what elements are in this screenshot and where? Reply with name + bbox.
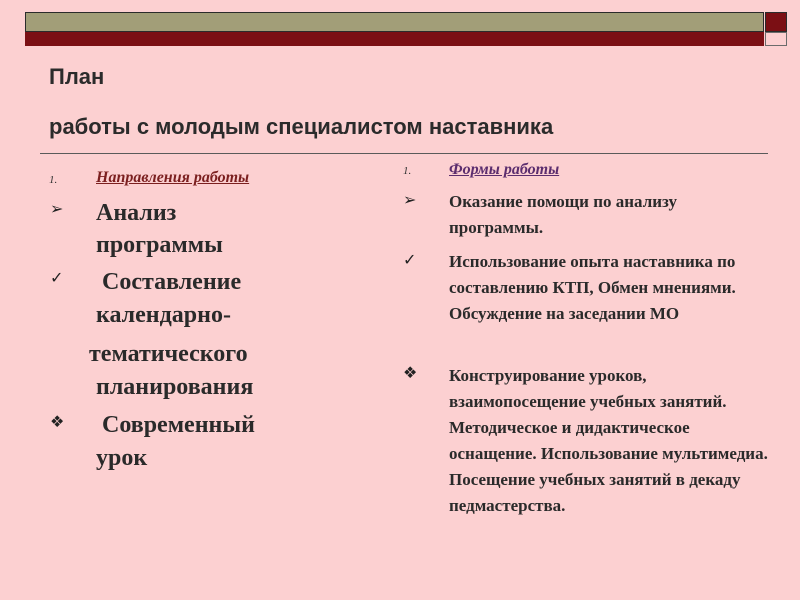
- left-item-lesson-line2: урок: [96, 445, 148, 471]
- title-divider: [40, 153, 768, 154]
- slide-title-line1: План: [49, 64, 105, 89]
- left-item-planning-line1: Составление: [96, 269, 242, 295]
- corner-block-red: [765, 12, 787, 32]
- right-item-analysis-help: Оказание помощи по анализу программы.: [449, 192, 677, 237]
- left-item-analysis-line1: Анализ: [96, 200, 177, 226]
- header-bar-olive: [25, 12, 764, 32]
- slide-title-line2: работы с молодым специалистом наставника: [49, 114, 554, 139]
- left-heading-number: 1.: [49, 174, 58, 186]
- right-heading-number: 1.: [403, 165, 412, 177]
- diamond-bullet-icon: ❖: [403, 363, 418, 382]
- header-bar-red: [25, 32, 764, 46]
- left-item-planning-line3: тематического: [89, 341, 248, 367]
- right-heading: Формы работы: [449, 161, 560, 178]
- corner-block-outline: [765, 32, 787, 46]
- diamond-bullet-icon: ❖: [50, 412, 65, 431]
- left-item-planning-line2: календарно-: [96, 302, 231, 328]
- arrow-bullet-icon: ➢: [403, 190, 417, 209]
- arrow-bullet-icon: ➢: [50, 199, 64, 218]
- left-item-planning-line4: планирования: [96, 374, 254, 400]
- check-bullet-icon: ✓: [403, 250, 417, 269]
- right-item-experience: Использование опыта наставника по составлению КТП, Обмен мнениями. Обсуждение на заседании МО: [449, 252, 736, 323]
- check-bullet-icon: ✓: [50, 268, 64, 287]
- right-item-lessons: Конструирование уроков, взаимопосещение учебных занятий. Методическое и дидактическое оснащение. Использование мультимедиа. Посещение учебных занятий в декаду педмастерства.: [449, 366, 768, 515]
- left-item-lesson-line1: Современный: [96, 412, 255, 438]
- left-heading: Направления работы: [96, 169, 250, 186]
- left-item-analysis-line2: программы: [96, 232, 223, 258]
